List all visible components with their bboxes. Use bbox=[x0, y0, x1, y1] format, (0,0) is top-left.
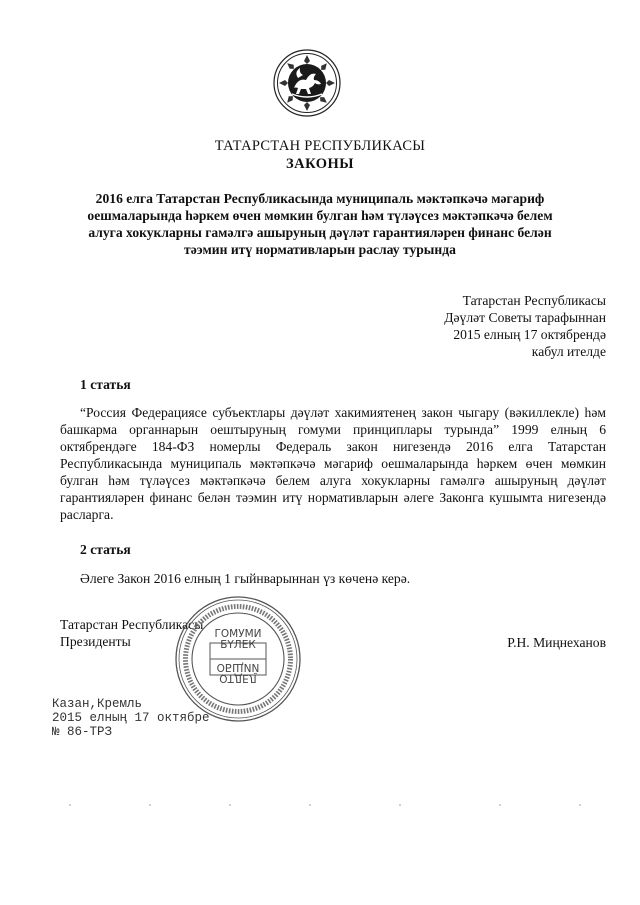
article-2-text: Әлеге Закон 2016 елның 1 гыйнварыннан үз көченә керә. bbox=[80, 571, 411, 586]
registration-place: Казан,Кремль bbox=[52, 697, 143, 711]
registration-date: 2015 елның 17 октябре bbox=[52, 711, 210, 725]
signatory-name: Р.Н. Миңнеханов bbox=[507, 635, 606, 650]
article-1-text: “Россия Федерациясе субъектлары дәүләт хакимиятенең закон чыгару (вәкиллекле) һәм башкарма органнарын оештыруның гомуми принциплары турында” 1999 елның 6 октябрендәге 184-ФЗ номерлы Федераль закон нигезендә 2016 елга Татарстан Республикасында муниципаль мәктәпкәчә мәгариф оешмаларында һәркем өчен мөмкин булган һәм түләүсез мәктәпкәчә белем алуга хокукларны гамәлгә ашыруның дәүләт гарантияләрен финанс белән тәэмин итү нормативларын әлеге Законга кушымта нигезендә расларга. bbox=[60, 405, 606, 522]
adoption-line: Дәүләт Советы тарафыннан bbox=[444, 310, 606, 325]
republic-name: ТАТАРСТАН РЕСПУБЛИКАСЫ bbox=[214, 138, 426, 154]
adoption-line: кабул ителде bbox=[531, 344, 606, 359]
registration-number: № 86-ТРЗ bbox=[52, 725, 113, 739]
signatory-title-line: Татарстан Республикасы bbox=[60, 617, 204, 632]
stamp-text-upper: ГОМУМИ БҮЛЕК bbox=[214, 628, 262, 651]
tatarstan-coat-of-arms-icon bbox=[272, 48, 342, 118]
scan-artifact-dots bbox=[0, 800, 640, 810]
article-1-heading: 1 статья bbox=[80, 377, 131, 392]
adoption-line: Татарстан Республикасы bbox=[462, 293, 606, 308]
article-2-heading: 2 статья bbox=[80, 542, 131, 557]
law-heading: 2016 елга Татарстан Республикасында муниципаль мәктәпкәчә мәгариф оешмаларында һәркем өчен мөмкин булган һәм түләүсез мәктәпкәчә белем алуга хокукларны гамәлгә ашыруның дәүләт гарантияләрен финанс белән тәэмин итү нормативларын раслау турында bbox=[87, 191, 553, 257]
adoption-note bbox=[444, 292, 606, 360]
law-title: ЗАКОНЫ bbox=[285, 156, 355, 172]
signatory-title-line: Президенты bbox=[60, 634, 131, 649]
stamp-text-lower: ОТДЕЛ ОБЩИЙ bbox=[216, 661, 260, 684]
registration-info bbox=[52, 697, 210, 739]
adoption-line: 2015 елның 17 октябрендә bbox=[453, 327, 606, 342]
